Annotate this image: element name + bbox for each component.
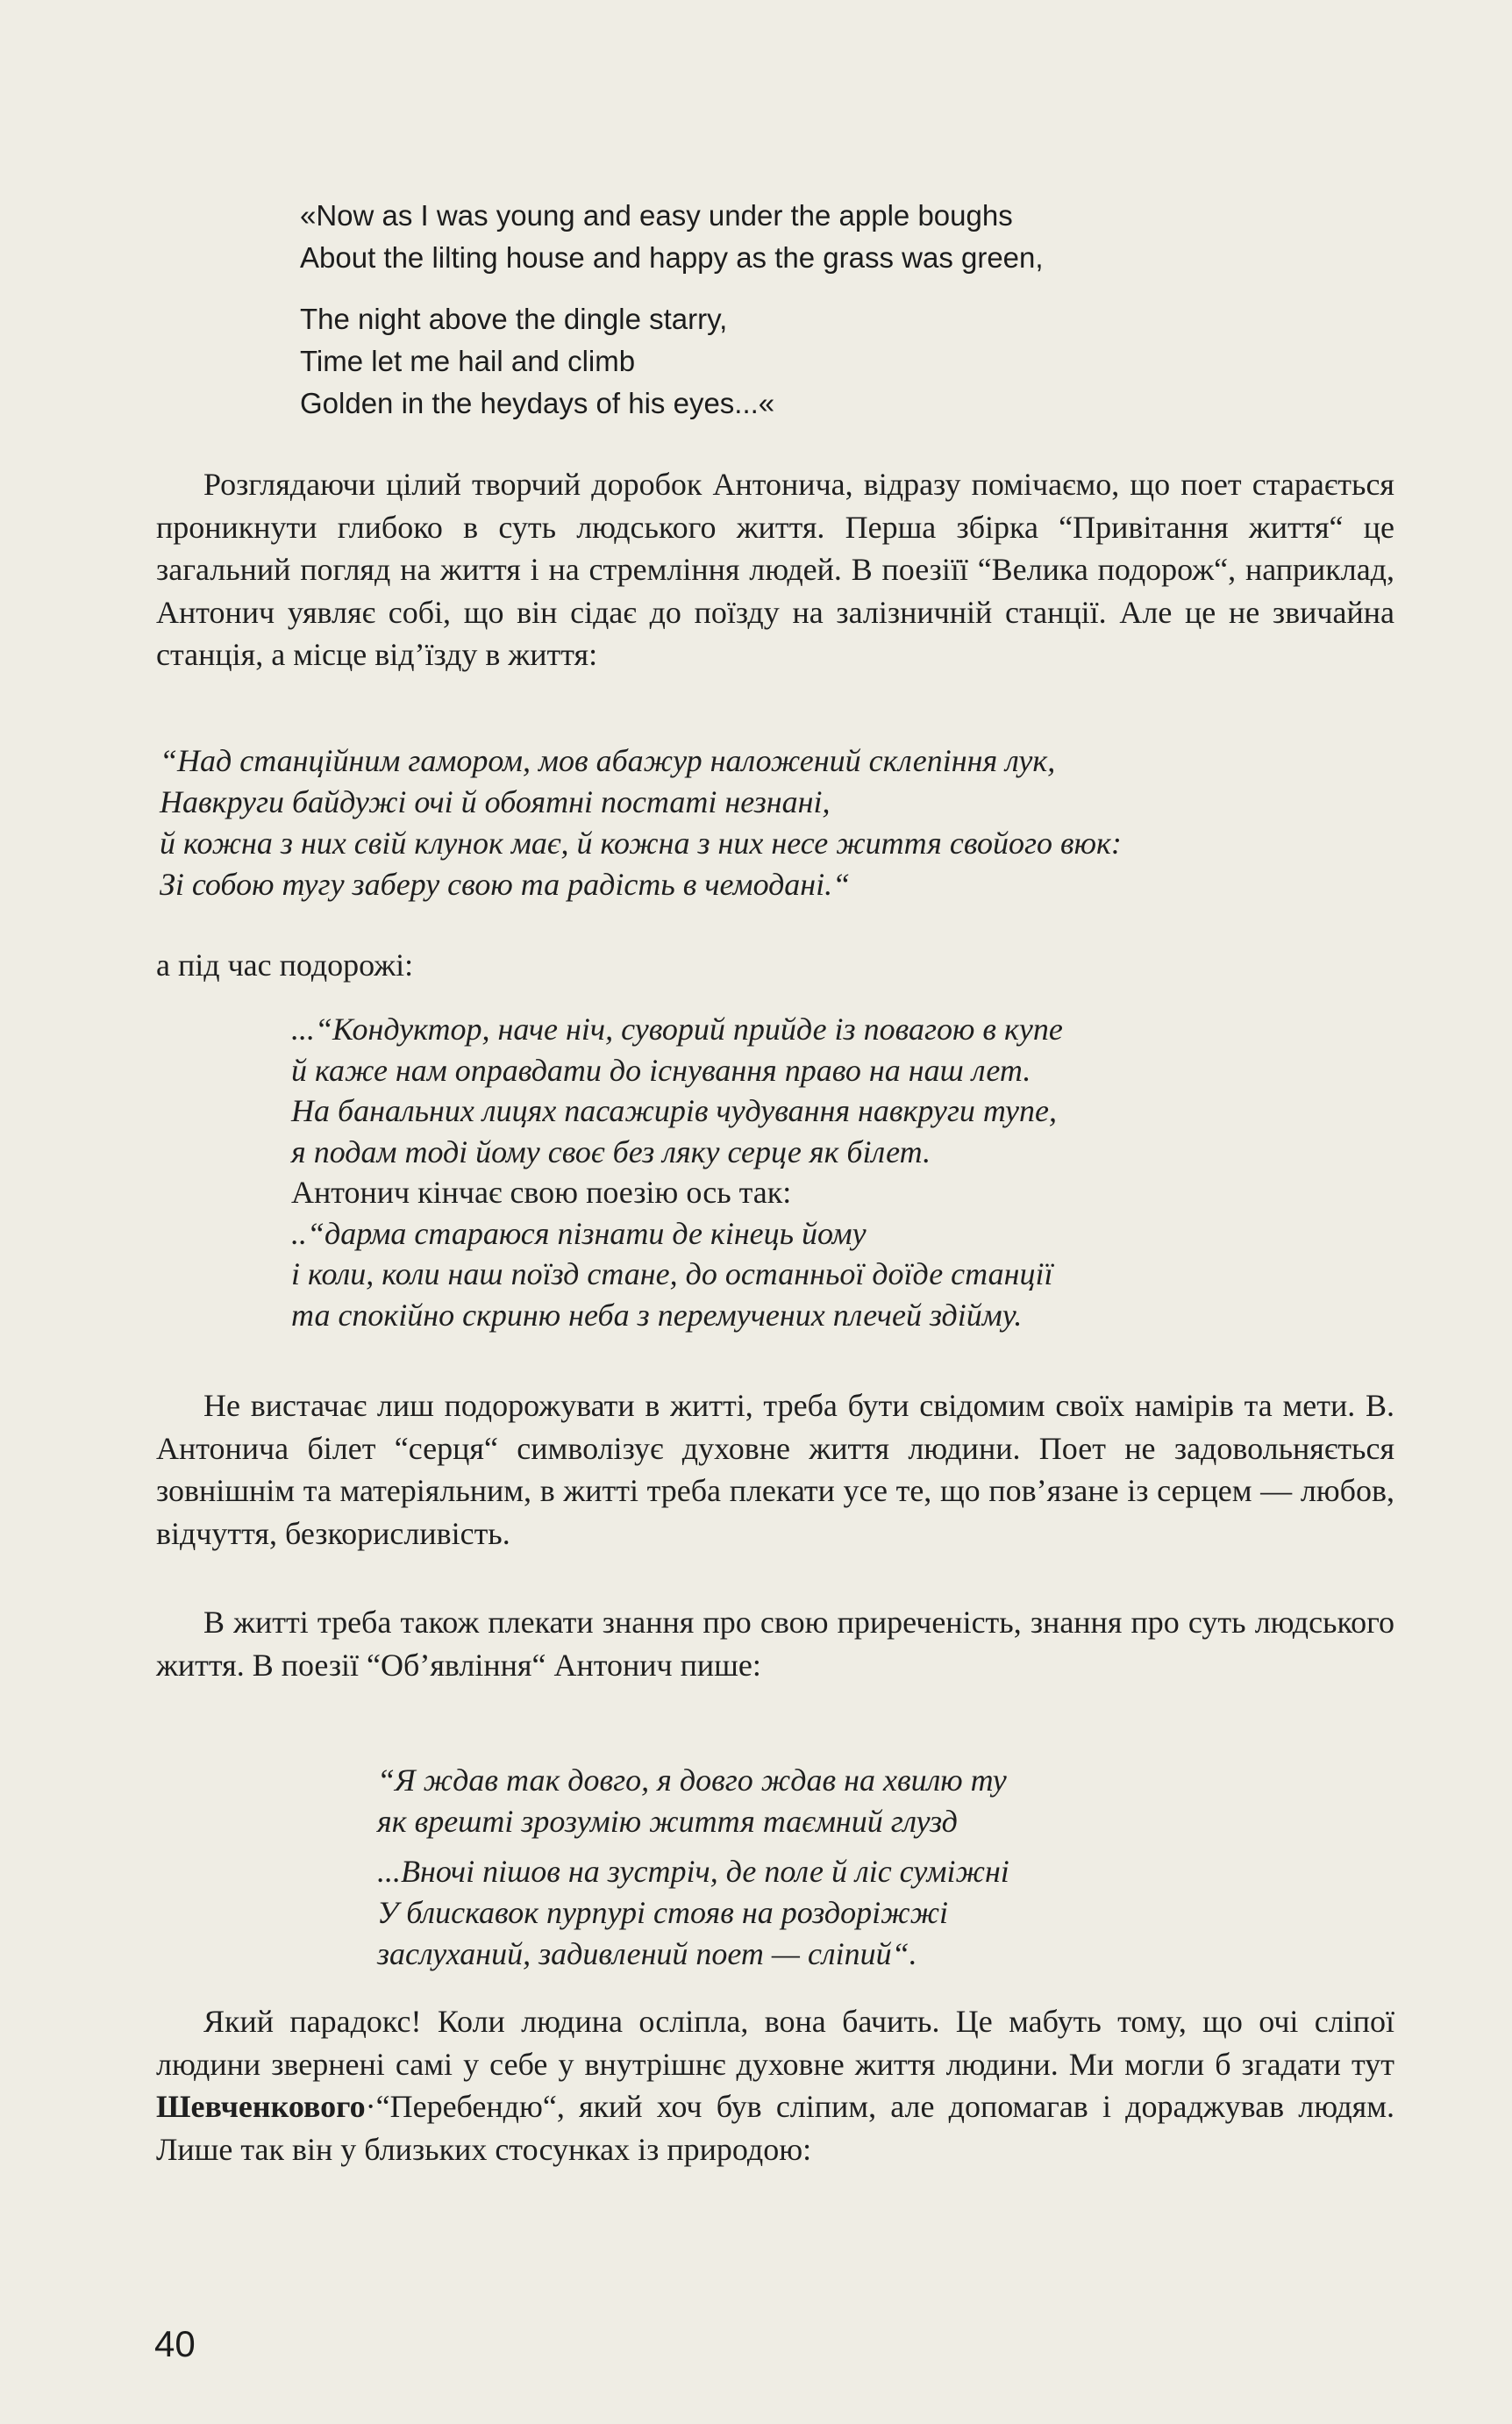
paragraph-text-end: ·“Перебендю“, який хоч був сліпим, але допомагав і дораджував людям. Лише так він у близьких стосунках із природою:: [156, 2089, 1394, 2167]
epigraph-line: Time let me hail and climb: [300, 345, 636, 377]
bold-name: Шевченкового: [156, 2089, 366, 2124]
verse-line: Навкруги байдужі очі й обоятні постаті незнані,: [160, 784, 831, 819]
epigraph-line: «Now as I was young and easy under the apple boughs: [300, 199, 1013, 232]
paragraph-text: Не вистачає лиш подорожувати в житті, треба бути свідомим своїх намірів та мети. В. Антонича білет “серця“ символізує духовне життя людини. Поет не задовольняється зовнішнім та матеріяльним, в житті треба плекати усе те, що пов’язане із серцем — любов, відчуття, безкорисливість.: [156, 1388, 1394, 1551]
paragraph-ticket: [156, 1384, 1394, 1555]
epigraph-line: The night above the dingle starry,: [300, 303, 728, 335]
verse-line: ...“Кондуктор, наче ніч, суворий прийде із повагою в купе: [291, 1012, 1063, 1047]
verse-line: ...Вночі пішов на зустріч, де поле й ліс суміжні: [377, 1854, 1009, 1889]
verse-line: заслуханий, задивлений поет — сліпий“.: [377, 1936, 917, 1971]
verse-intro-line: Антонич кінчає свою поезію ось так:: [291, 1175, 792, 1210]
verse-line: як врешті зрозумію життя таємний глузд: [377, 1804, 958, 1839]
paragraph-text: [156, 2000, 1394, 2170]
paragraph-text: Розглядаючи цілий творчий доробок Антонича, відразу помічаємо, що поет старається проникнути глибоко в суть людського життя. Перша збірка “Привітання життя“ це загальний погляд на життя і на стремління людей. В поезіїї “Велика подорож“, наприклад, Антонич уявляє собі, що він сідає до поїзду на залізничній станції. Але це не звичайна станція, а місце від’їзду в життя:: [156, 467, 1394, 672]
verse-line: я подам тоді йому своє без ляку серце як білет.: [291, 1133, 931, 1169]
paragraph-paradox: [156, 2000, 1394, 2170]
verse-great-journey: [160, 740, 1122, 905]
verse-line: й каже нам оправдати до існування право на наш лет.: [291, 1052, 1031, 1088]
verse-revelation: [377, 1760, 1009, 1975]
page-number: 40: [154, 2323, 196, 2364]
verse-line: На банальних лицях пасажирів чудування навкруги тупе,: [291, 1093, 1057, 1128]
verse-line: Зі собою тугу заберу свою та радість в чемодані.“: [160, 867, 851, 902]
verse-line: “Я ждав так довго, я довго ждав на хвилю ту: [377, 1763, 1007, 1798]
verse-line: ..“дарма стараюся пізнати де кінець йому: [291, 1215, 867, 1251]
paragraph-text: В житті треба також плекати знання про свою приреченість, знання про суть людського життя. В поезії “Об’явління“ Антонич пише:: [156, 1605, 1394, 1683]
paragraph-text-start: Який парадокс! Коли людина осліпла, вона бачить. Це мабуть тому, що очі сліпої людини звернені самі у себе у внутрішнє духовне життя людини. Ми могли б згадати тут: [156, 2004, 1394, 2082]
verse-line: і коли, коли наш поїзд стане, до останньої доїде станції: [291, 1256, 1053, 1291]
verse-line: “Над станційним гамором, мов абажур наложений склепіння лук,: [160, 743, 1056, 778]
paragraph-intro: [156, 463, 1394, 676]
verse-journey-continued: [291, 1009, 1063, 1335]
verse-line: й кожна з них свій клунок має, й кожна з них несе життя свойого вюк:: [160, 826, 1122, 861]
epigraph-line: Golden in the heydays of his eyes...«: [300, 387, 775, 419]
english-epigraph: [300, 195, 1044, 425]
transition-text: а під час подорожі:: [156, 947, 414, 983]
paragraph-revelation: [156, 1601, 1394, 1686]
epigraph-line: About the lilting house and happy as the grass was green,: [300, 241, 1044, 274]
verse-line: та спокійно скриню неба з перемучених плечей здійму.: [291, 1297, 1023, 1333]
verse-line: У блискавок пурпурі стояв на роздоріжжі: [377, 1895, 949, 1930]
